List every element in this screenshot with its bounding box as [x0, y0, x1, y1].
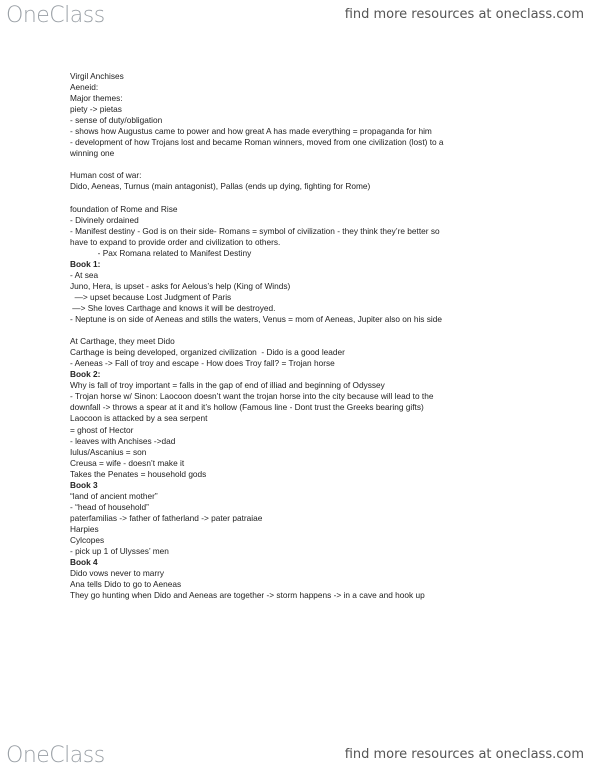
- note-line: Iulus/Ascanius = son: [70, 446, 147, 457]
- note-line: piety -> pietas: [70, 104, 122, 115]
- find-more-resources-link[interactable]: find more resources at oneclass.com: [344, 7, 584, 22]
- note-line: Cylcopes: [70, 534, 105, 545]
- section-heading: Book 1:: [70, 258, 101, 269]
- lecture-notes: [70, 71, 560, 601]
- note-line: winning one: [70, 148, 115, 159]
- note-line: [70, 193, 560, 204]
- note-line: foundation of Rome and Rise: [70, 203, 178, 214]
- note-line: Laocoon is attacked by a sea serpent: [70, 413, 208, 424]
- page-header: [0, 0, 595, 30]
- note-line: - sense of duty/obligation: [70, 115, 163, 126]
- note-line: - development of how Trojans lost and became Roman winners, moved from one civilization (lost) to a: [70, 137, 444, 148]
- note-line: - Pax Romana related to Manifest Destiny: [70, 247, 252, 258]
- note-line: Juno, Hera, is upset - asks for Aelous’s help (King of Winds): [70, 280, 291, 291]
- note-line: Dido vows never to marry: [70, 568, 165, 579]
- note-line: Carthage is being developed, organized civilization - Dido is a good leader: [70, 347, 345, 358]
- note-line: Creusa = wife - doesn’t make it: [70, 457, 185, 468]
- note-line: - Aeneas -> Fall of troy and escape - How does Troy fall? = Trojan horse: [70, 358, 335, 369]
- note-line: - Neptune is on side of Aeneas and stills the waters, Venus = mom of Aeneas, Jupiter also on his side: [70, 314, 442, 325]
- note-line: Virgil Anchises: [70, 71, 124, 81]
- note-line: = ghost of Hector: [70, 424, 134, 435]
- note-line: —> She loves Carthage and knows it will be destroyed.: [70, 302, 276, 313]
- note-line: Ana tells Dido to go to Aeneas: [70, 579, 182, 590]
- note-line: downfall -> throws a spear at it and it’s hollow (Famous line - Dont trust the Greeks bearing gifts): [70, 402, 424, 413]
- note-line: - Divinely ordained: [70, 214, 139, 225]
- note-line: - pick up 1 of Ulysses’ men: [70, 546, 169, 557]
- oneclass-logo[interactable]: OneClass: [6, 3, 105, 28]
- note-line: Aeneid:: [70, 82, 99, 93]
- note-line: —> upset because Lost Judgment of Paris: [70, 291, 232, 302]
- note-line: They go hunting when Dido and Aeneas are together -> storm happens -> in a cave and hook up: [70, 590, 425, 601]
- note-line: - “head of household”: [70, 501, 149, 512]
- oneclass-logo-footer[interactable]: OneClass: [6, 743, 105, 768]
- find-more-resources-link-footer[interactable]: find more resources at oneclass.com: [344, 747, 584, 762]
- note-line: Why is fall of troy important = falls in the gap of end of illiad and beginning of Odyssey: [70, 380, 385, 391]
- note-line: Human cost of war:: [70, 170, 142, 181]
- section-heading: Book 4: [70, 557, 98, 568]
- note-line: Dido, Aeneas, Turnus (main antagonist), Pallas (ends up dying, fighting for Rome): [70, 181, 371, 192]
- note-line: [70, 159, 560, 170]
- note-line: have to expand to provide order and civilization to others.: [70, 236, 281, 247]
- note-line: Major themes:: [70, 93, 123, 104]
- note-line: At Carthage, they meet Dido: [70, 336, 175, 347]
- note-line: - shows how Augustus came to power and how great A has made everything = propaganda for him: [70, 126, 432, 137]
- note-line: paterfamilias -> father of fatherland -> pater patraiae: [70, 512, 263, 523]
- note-line: [70, 325, 560, 336]
- note-line: Takes the Penates = household gods: [70, 468, 207, 479]
- note-line: Harpies: [70, 523, 99, 534]
- note-line: - leaves with Anchises ->dad: [70, 435, 176, 446]
- section-heading: Book 3: [70, 479, 98, 490]
- note-line: “land of ancient mother”: [70, 490, 158, 501]
- note-line: - Trojan horse w/ Sinon: Laocoon doesn’t want the trojan horse into the city because will lead to the: [70, 391, 434, 402]
- note-line: - At sea: [70, 269, 99, 280]
- note-line: - Manifest destiny - God is on their side- Romans = symbol of civilization - they think they’re better so: [70, 225, 440, 236]
- section-heading: Book 2:: [70, 369, 101, 380]
- page-footer: [0, 740, 595, 770]
